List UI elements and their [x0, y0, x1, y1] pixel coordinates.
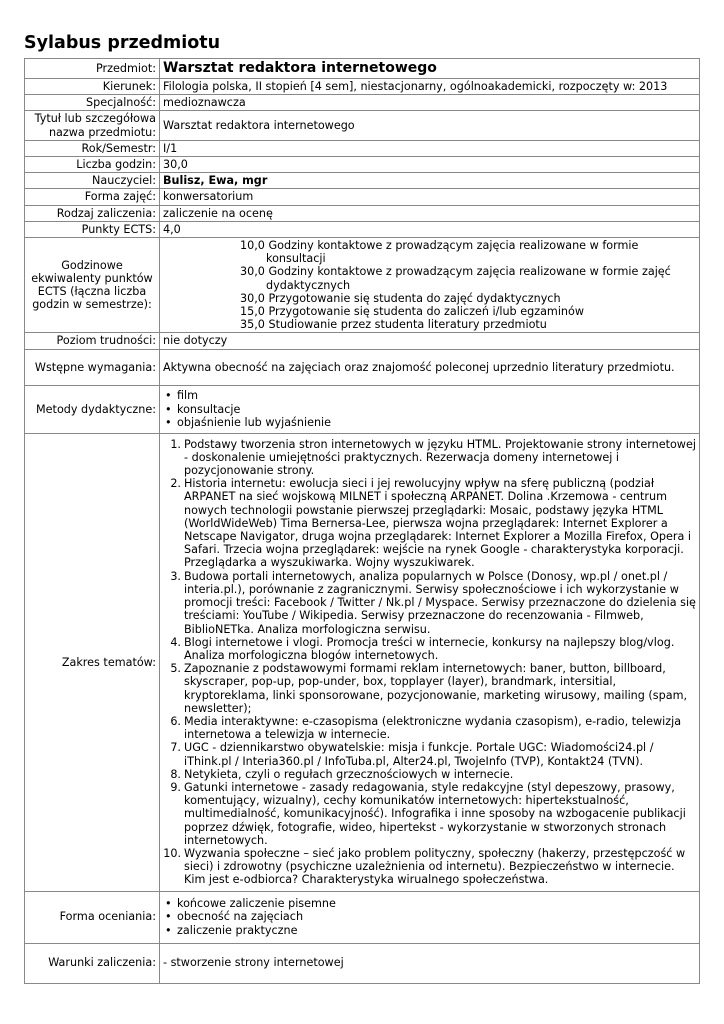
hours-item: 35,0 Studiowanie przez studenta literatury przedmiotu	[240, 318, 547, 332]
label-warunki: Warunki zaliczenia:	[25, 943, 160, 983]
value-nauczyciel: Bulisz, Ewa, mgr	[160, 173, 700, 189]
hours-item: 15,0 Przygotowanie się studenta do zaliczeń i/lub egzaminów	[240, 305, 585, 319]
value-warunki: - stworzenie strony internetowej	[160, 943, 700, 983]
row-specjalnosc	[25, 95, 700, 111]
label-liczba: Liczba godzin:	[25, 157, 160, 173]
list-item: 10. Wyzwania społeczne – sieć jako problem polityczny, społeczny (hakerzy, przestępczość w sieci) i zdrowotny (psychiczne uzależnienia od internetu). Bezpieczeństwo w internecie. Kim jest e-odbiorca? Charakterystyka wirualnego społeczeństwa.	[163, 846, 686, 887]
value-metody	[160, 385, 700, 433]
value-zakres	[160, 433, 700, 891]
list-item: 9. Gatunki internetowe - zasady redagowania, style redakcyjne (styl depeszowy, prasowy, komentujący, wizualny), cechy komunikatów internetowych: hipertekstualność, multimedialność, komunikacyjność). Infografika i inne sposoby na wzbogacenie publikacji poprzez dźwięk, fotografie, wideo, hipertekst - wykorzystanie w stworzonych stronach internetowych.	[170, 780, 686, 847]
row-wymagania	[25, 349, 700, 385]
list-item: 5. Zapoznanie z podstawowymi formami reklam internetowych: baner, button, billboard, skyscraper, pop-up, pop-under, box, topplayer (layer), brandmark, intersitial, kryptoreklama, linki sponsorowane, pozycjonowanie, marketing wirusowy, mailing (spam, newsletter);	[170, 662, 688, 715]
label-tytul: Tytuł lub szczegółowa nazwa przedmiotu:	[25, 111, 160, 140]
value-rodzaj: zaliczenie na ocenę	[160, 205, 700, 221]
value-przedmiot: Warsztat redaktora internetowego	[160, 59, 700, 79]
value-ocenianie	[160, 891, 700, 943]
value-wymagania: Aktywna obecność na zajęciach oraz znajomość poleconej uprzednio literatury przedmiotu.	[160, 349, 700, 385]
hours-item: 30,0 Przygotowanie się studenta do zajęć dydaktycznych	[240, 291, 561, 305]
row-rok	[25, 140, 700, 156]
list-item: 3. Budowa portali internetowych, analiza popularnych w Polsce (Donosy, wp.pl / onet.pl / interia.pl.), porównanie z zagranicznymi. Serwisy społecznościowe i ich wykorzystanie w promocji treści: Facebook / Twitter / Nk.pl / Myspace. Serwisy przeznaczone do dzielenia się treściami: YouTube / Wikipedia. Serwisy przeznaczone do recenzowania - Filmweb, BiblioNETka. Analiza morfologiczna serwisu.	[170, 569, 696, 636]
row-rodzaj	[25, 205, 700, 221]
list-item: 6. Media interaktywne: e-czasopisma (elektroniczne wydania czasopism), e-radio, telewizja internetowa a telewizja w internecie.	[170, 714, 682, 742]
list-item: • film	[177, 389, 696, 402]
row-metody	[25, 385, 700, 433]
hours-item: 30,0 Godziny kontaktowe z prowadzącym zajęcia realizowane w formie zajęć dydaktycznych	[240, 265, 671, 292]
list-item: • konsultacje	[177, 403, 696, 416]
label-specjalnosc: Specjalność:	[25, 95, 160, 111]
list-item: 2. Historia internetu: ewolucja sieci i jej rewolucyjny wpływ na sferę publiczną (podział ARPANET na sieć wojskową MILNET i społeczną ARPANET. Dolina .Krzemowa - centrum nowych technologii powstanie pierwszej przeglądarki: Mosaic, podstawy języka HTML (WorldWideWeb) Tima Bernersa-Lee, pierwsza wojna przeglądarek: Internet Explorer a Netscape Navigator, druga wojna przeglądarek: Internet Explorer a Mozilla Firefox, Opera i Safari. Trzecia wojna przeglądarek: wejście na rynek Google - charakterystyka korporacji. Przeglądarka a wyszukiwarka. Wojny wyszukiwarek.	[170, 477, 691, 570]
label-godziny: Godzinowe ekwiwalenty punktów ECTS (łączna liczba godzin w semestrze):	[25, 238, 160, 333]
label-wymagania: Wstępne wymagania:	[25, 349, 160, 385]
value-specjalnosc: medioznawcza	[160, 95, 700, 111]
label-rok: Rok/Semestr:	[25, 140, 160, 156]
list-item: • objaśnienie lub wyjaśnienie	[177, 416, 696, 429]
label-rodzaj: Rodzaj zaliczenia:	[25, 205, 160, 221]
label-metody: Metody dydaktyczne:	[25, 385, 160, 433]
label-nauczyciel: Nauczyciel:	[25, 173, 160, 189]
row-godziny	[25, 238, 700, 333]
row-liczba	[25, 157, 700, 173]
label-ects: Punkty ECTS:	[25, 221, 160, 237]
label-forma-zajec: Forma zajęć:	[25, 189, 160, 205]
methods-list	[163, 389, 696, 429]
syllabus-table	[24, 58, 700, 984]
list-item: • końcowe zaliczenie pisemne	[177, 897, 696, 910]
row-ocenianie	[25, 891, 700, 943]
row-zakres	[25, 433, 700, 891]
value-rok: I/1	[160, 140, 700, 156]
row-nauczyciel	[25, 173, 700, 189]
row-poziom	[25, 333, 700, 349]
page-title: Sylabus przedmiotu	[24, 33, 221, 53]
value-forma-zajec: konwersatorium	[160, 189, 700, 205]
row-forma-zajec	[25, 189, 700, 205]
list-item: • zaliczenie praktyczne	[177, 924, 696, 937]
row-ects	[25, 221, 700, 237]
label-ocenianie: Forma oceniania:	[25, 891, 160, 943]
row-kierunek	[25, 79, 700, 95]
label-kierunek: Kierunek:	[25, 79, 160, 95]
list-item: 7. UGC - dziennikarstwo obywatelskie: misja i funkcje. Portale UGC: Wiadomości24.pl / iThink.pl / Interia360.pl / InfoTuba.pl, Alter24.pl, TwojeInfo (TVP), Kontakt24 (TVN).	[170, 741, 654, 768]
list-item: 1. Podstawy tworzenia stron internetowych w języku HTML. Projektowanie strony internetowej - doskonalenie umiejętności praktycznych. Rezerwacja domeny internetowej i pozycjonowanie strony.	[170, 437, 696, 478]
grading-list	[163, 897, 696, 937]
label-poziom: Poziom trudności:	[25, 333, 160, 349]
list-item: • obecność na zajęciach	[177, 910, 696, 923]
topics-list	[163, 438, 696, 887]
list-item: 4. Blogi internetowe i vlogi. Promocja treści w internecie, konkursy na najlepszy blog/vlog. Analiza morfologiczna blogów internetowych.	[170, 635, 675, 662]
value-godziny	[160, 238, 700, 333]
label-przedmiot: Przedmiot:	[25, 59, 160, 79]
list-item: 8. Netykieta, czyli o regułach grzecznościowych w internecie.	[170, 767, 514, 781]
label-zakres: Zakres tematów:	[25, 433, 160, 891]
value-tytul: Warsztat redaktora internetowego	[160, 111, 700, 140]
row-warunki	[25, 943, 700, 983]
value-ects: 4,0	[160, 221, 700, 237]
value-poziom: nie dotyczy	[160, 333, 700, 349]
row-przedmiot	[25, 59, 700, 79]
row-tytul	[25, 111, 700, 140]
value-kierunek: Filologia polska, II stopień [4 sem], niestacjonarny, ogólnoakademicki, rozpoczęty w: 2013	[160, 79, 700, 95]
value-liczba: 30,0	[160, 157, 700, 173]
hours-item: 10,0 Godziny kontaktowe z prowadzącym zajęcia realizowane w formie konsultacji	[240, 239, 639, 266]
